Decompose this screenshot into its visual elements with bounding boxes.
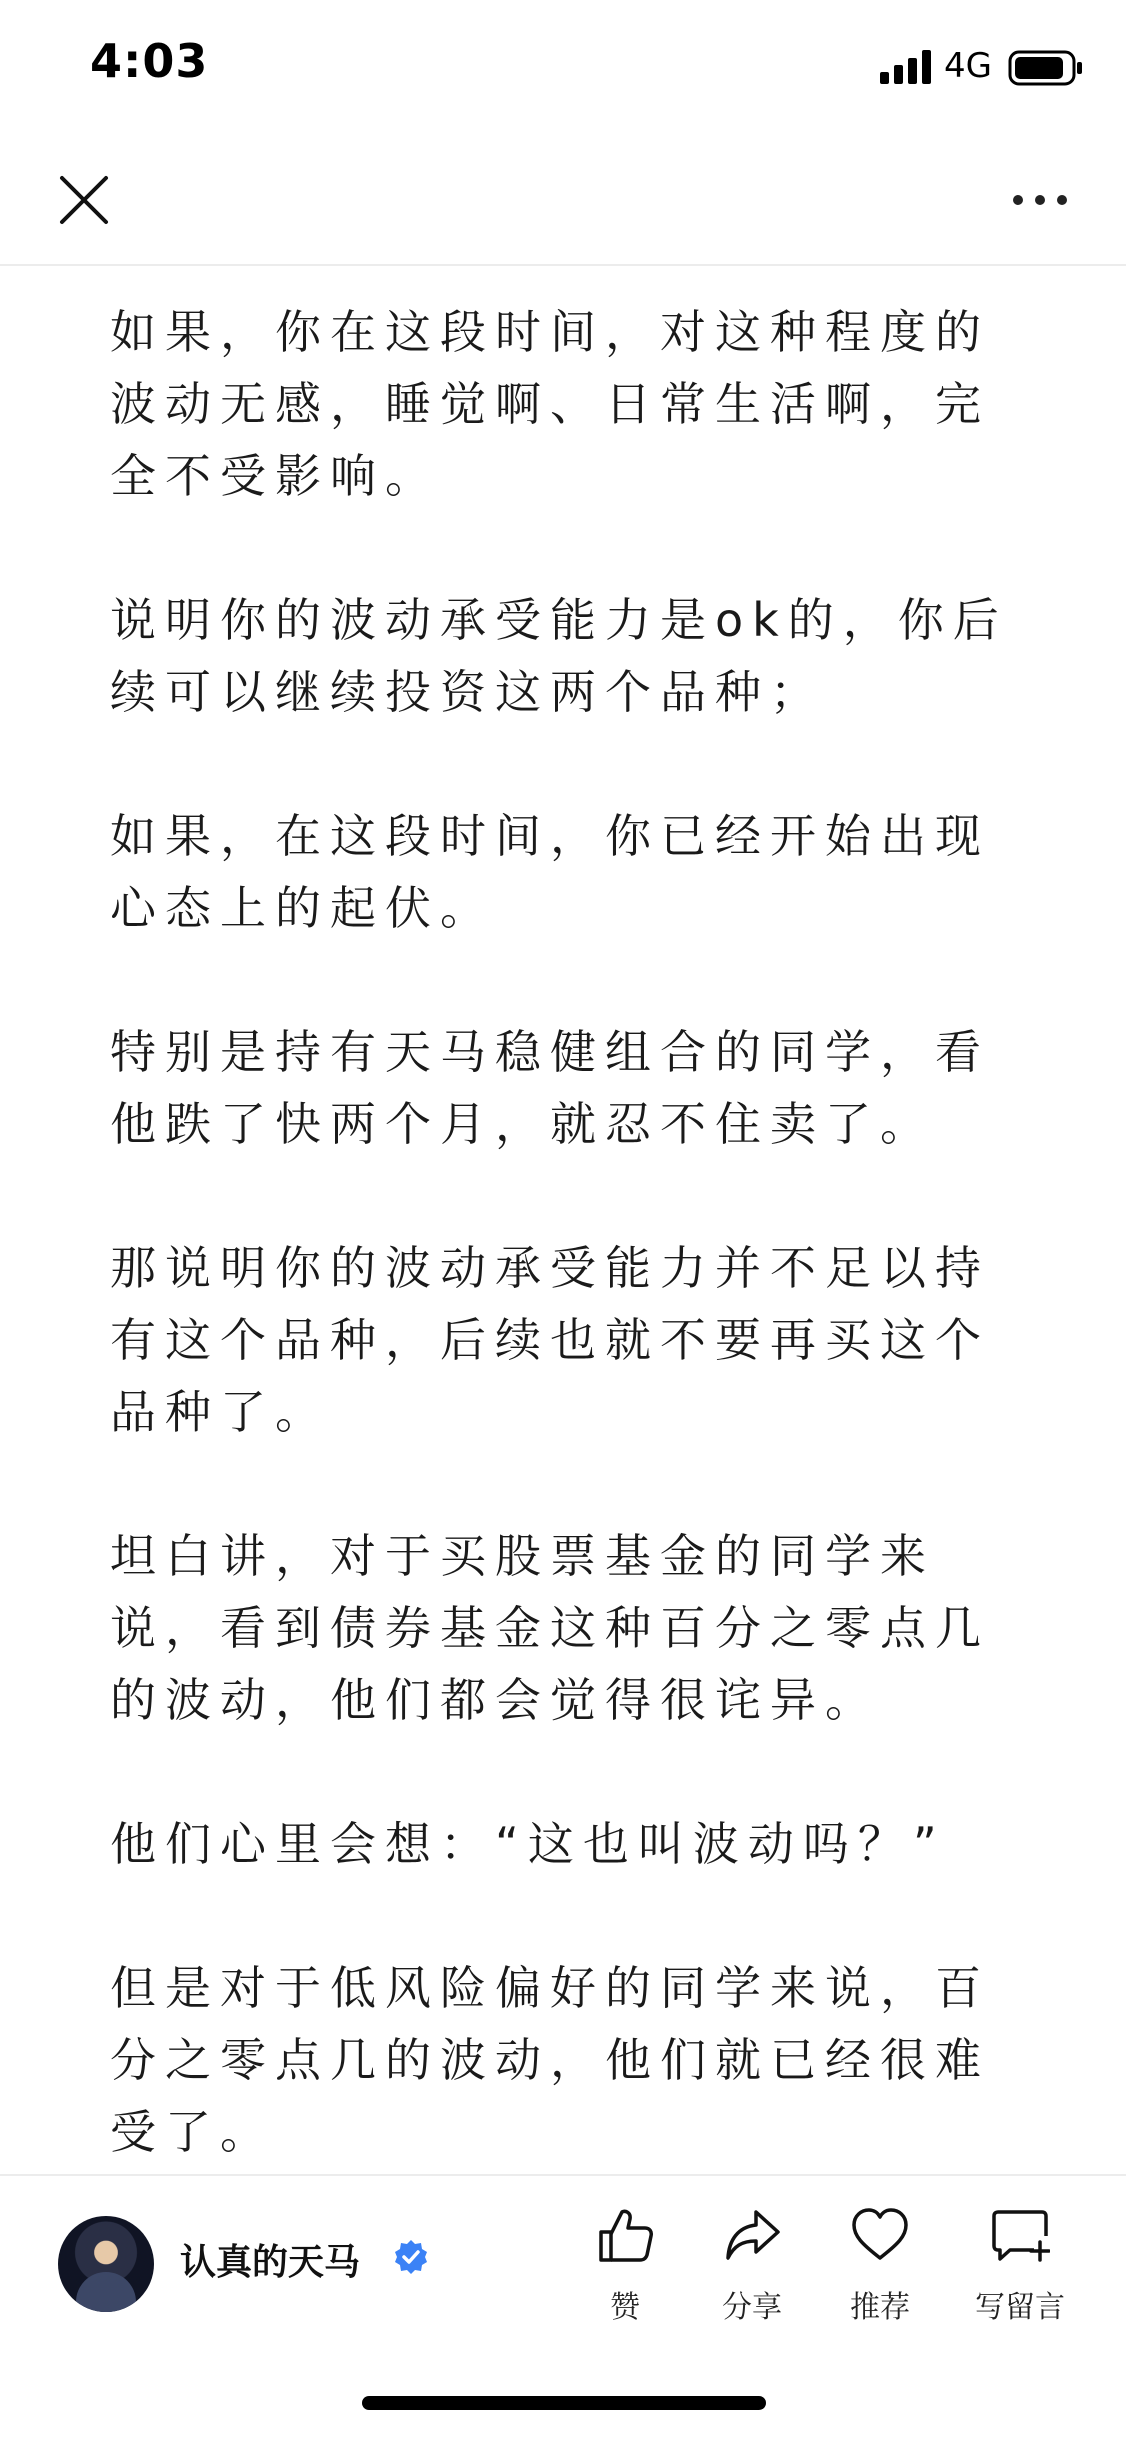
share-arrow-icon: [722, 2206, 782, 2264]
comment-add-icon: [990, 2206, 1050, 2264]
article-paragraph: 但是对于低风险偏好的同学来说，百 分之零点几的波动，他们就已经很难 受了。: [110, 1961, 990, 2159]
write-comment-button[interactable]: [955, 2206, 1085, 2326]
share-button[interactable]: [697, 2206, 807, 2326]
article-paragraph: 说明你的波动承受能力是ok的，你后 续可以继续投资这两个品种；: [110, 593, 1008, 719]
like-label: 赞: [610, 2290, 640, 2325]
heart-icon: [850, 2206, 910, 2264]
verified-badge-icon: [392, 2238, 430, 2276]
close-icon[interactable]: [56, 172, 112, 228]
article-paragraph: 坦白讲，对于买股票基金的同学来 说，看到债券基金这种百分之零点几 的波动，他们都会觉得很诧异。: [110, 1529, 990, 1727]
article-paragraph: 如果，你在这段时间，对这种程度的 波动无感，睡觉啊、日常生活啊，完 全不受影响。: [110, 305, 990, 503]
network-type: 4G: [944, 46, 992, 86]
share-label: 分享: [722, 2290, 782, 2325]
comment-label: 写留言: [975, 2290, 1065, 2325]
article-paragraph: 那说明你的波动承受能力并不足以持 有这个品种，后续也就不要再买这个 品种了。: [110, 1241, 990, 1439]
more-options-icon[interactable]: [1010, 182, 1070, 218]
article-paragraph: 特别是持有天马稳健组合的同学，看 他跌了快两个月，就忍不住卖了。: [110, 1025, 990, 1151]
recommend-button[interactable]: [825, 2206, 935, 2326]
author-name[interactable]: 认真的天马: [180, 2242, 361, 2283]
signal-strength-icon: [880, 50, 936, 84]
like-button[interactable]: [570, 2206, 680, 2326]
article-body: [110, 296, 1020, 2166]
thumbs-up-icon: [595, 2206, 655, 2264]
article-paragraph: 如果，在这段时间，你已经开始出现 心态上的起伏。: [110, 809, 990, 935]
recommend-label: 推荐: [850, 2290, 910, 2325]
status-bar: [0, 0, 1126, 136]
status-time: 4:03: [90, 34, 209, 88]
home-indicator[interactable]: [362, 2396, 766, 2410]
avatar-figure: [76, 2272, 136, 2312]
nav-bar: [0, 136, 1126, 266]
battery-icon: [1008, 50, 1084, 86]
article-paragraph: 他们心里会想：“这也叫波动吗？”: [110, 1817, 946, 1871]
author-avatar[interactable]: [58, 2216, 154, 2312]
